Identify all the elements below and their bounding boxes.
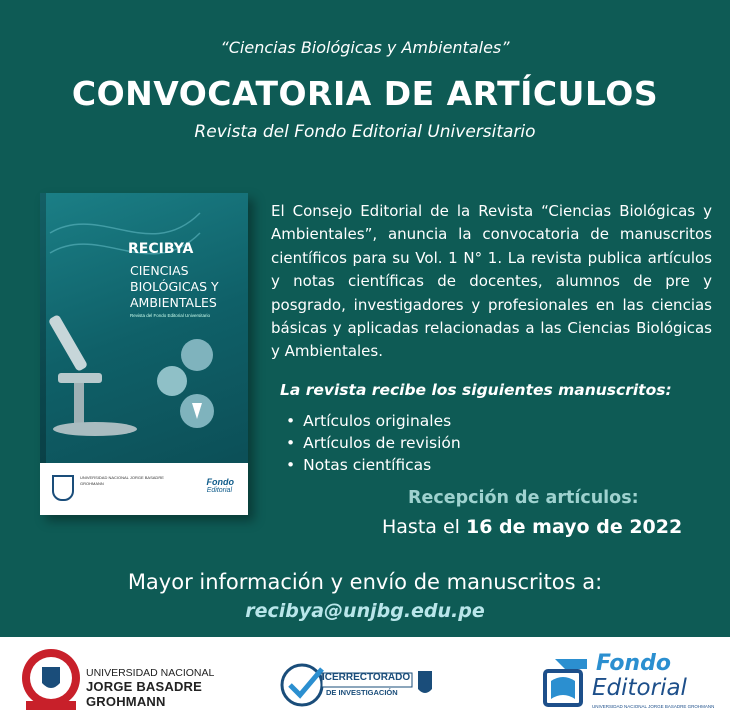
university-name (86, 667, 214, 709)
manuscripts-list (286, 410, 461, 476)
cover-illustration (40, 193, 248, 463)
vicerrectorado-line-2: DE INVESTIGACIÓN (326, 688, 398, 697)
list-item: • Notas científicas (286, 454, 461, 476)
contact-email-link[interactable]: recibya@unjbg.edu.pe (245, 600, 485, 622)
university-shield-icon (52, 475, 74, 501)
list-item: • Artículos de revisión (286, 432, 461, 454)
reception-deadline (382, 516, 682, 538)
page-subtitle: Revista del Fondo Editorial Universitario (194, 122, 536, 142)
book-line-2: BIOLÓGICAS Y (130, 279, 219, 294)
book-bottom-band (40, 463, 248, 515)
university-seal-icon (20, 647, 82, 713)
book-line-1: CIENCIAS (130, 263, 189, 278)
reception-label: Recepción de artículos: (408, 488, 639, 508)
manuscripts-heading: La revista recibe los siguientes manuscritos: (280, 381, 672, 399)
vicerrectorado-logo-icon (280, 661, 440, 709)
book-tagline: Revista del Fondo Editorial Universitario (130, 313, 211, 318)
list-item: • Artículos originales (286, 410, 461, 432)
book-line-3: AMBIENTALES (130, 295, 217, 310)
book-fondo-logo: Fondo (206, 477, 234, 487)
call-description: El Consejo Editorial de la Revista “Ciencias Biológicas y Ambientales”, anuncia la convocatoria de manuscritos científicos para su Vol. 1 N° 1. La revista publica artículos y notas científicas de docentes, alumnos de pre y posgrado, investigadores y profesionales en las ciencias básicas y aplicadas relacionadas a las Ciencias Biológicas y Ambientales. (271, 202, 712, 361)
page-title: CONVOCATORIA DE ARTÍCULOS (71, 74, 659, 113)
book-editorial-logo: Editorial (206, 487, 232, 494)
footer-logos (0, 637, 730, 725)
contact-text: Mayor información y envío de manuscritos a: (127, 570, 603, 594)
fondo-editorial-line-3: UNIVERSIDAD NACIONAL JORGE BASADRE GROHMANN (592, 704, 715, 709)
vicerrectorado-line-1: ICERRECTORADO (322, 672, 411, 683)
deadline-date: 16 de mayo de 2022 (465, 516, 683, 538)
book-title: RECIBYA (128, 241, 194, 257)
journal-cover-image (40, 193, 248, 515)
university-name-line-3: GROHMANN (86, 694, 166, 709)
fondo-editorial-line-1: Fondo (596, 651, 671, 676)
university-name-line-1: UNIVERSIDAD NACIONAL (86, 667, 215, 679)
book-bottom-text: UNIVERSIDAD NACIONAL JORGE BASADRE GROHMANN (80, 475, 164, 486)
fondo-editorial-icon (541, 655, 591, 711)
deadline-prefix: Hasta el (382, 516, 466, 538)
journal-kicker: “Ciencias Biológicas y Ambientales” (220, 38, 510, 57)
fondo-editorial-line-2: Editorial (592, 675, 687, 701)
university-name-line-2: JORGE BASADRE (86, 679, 203, 694)
